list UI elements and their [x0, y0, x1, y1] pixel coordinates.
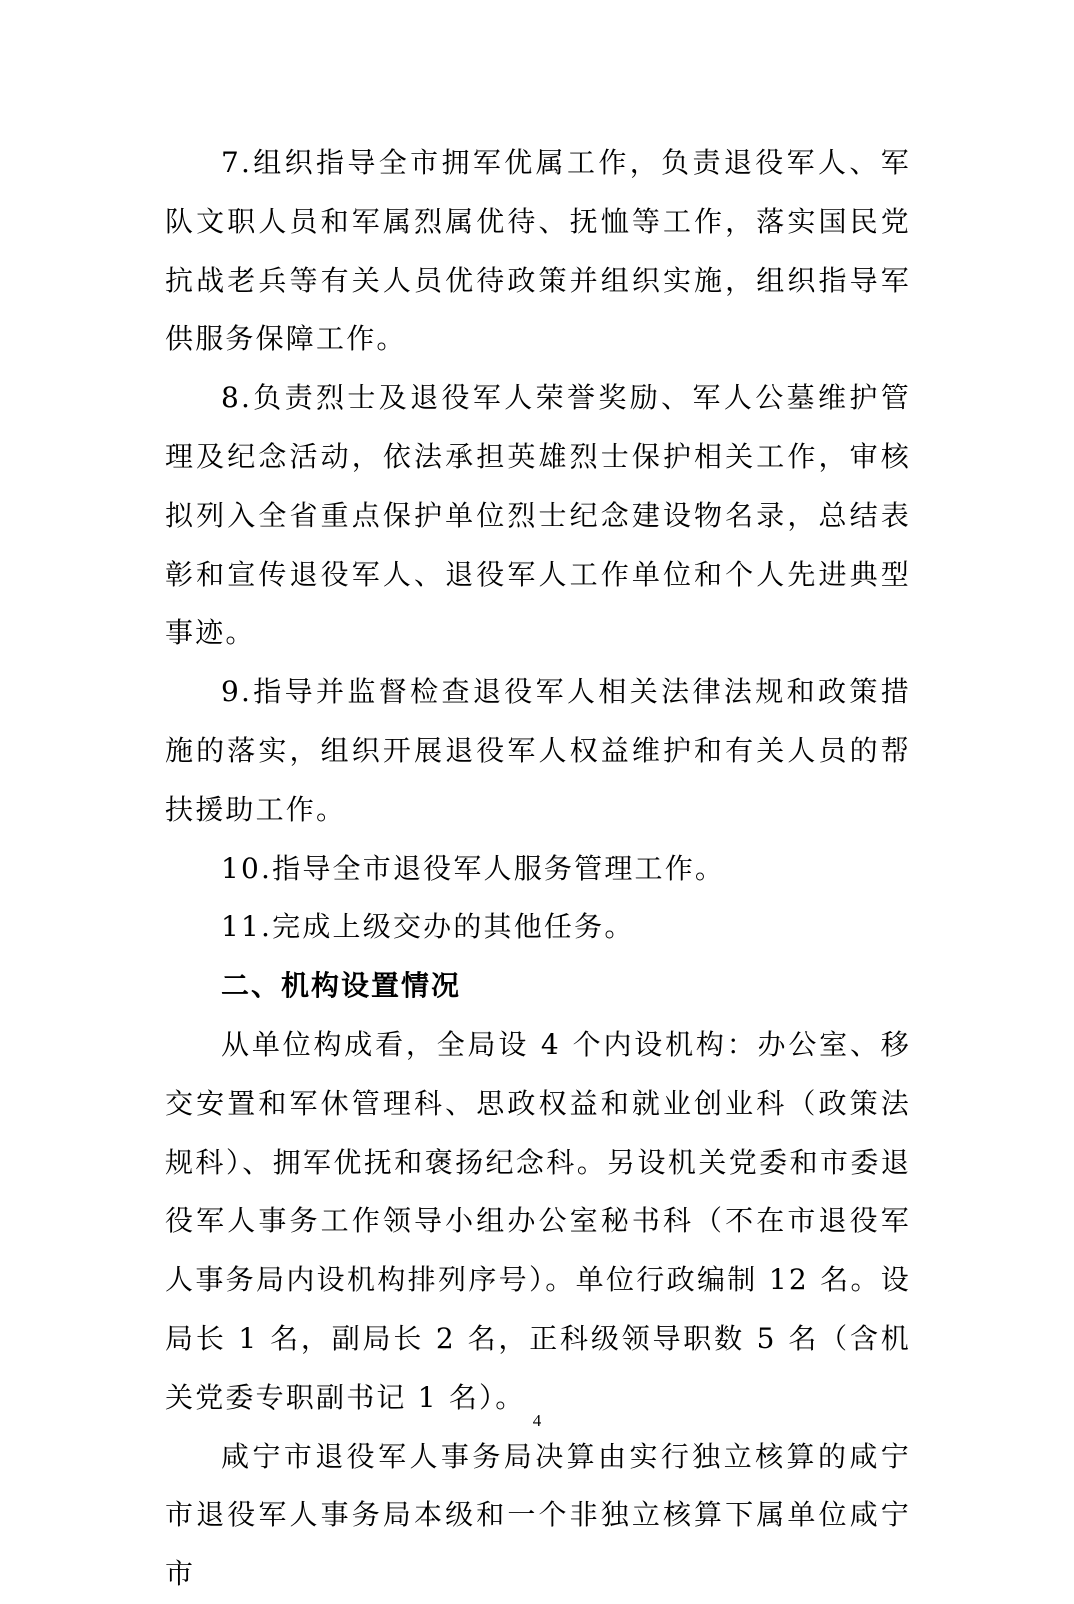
- paragraph-item-11: 11.完成上级交办的其他任务。: [221, 910, 635, 944]
- paragraph-item-9: 9.指导并监督检查退役军人相关法律法规和政策措施的落实，组织开展退役军人权益维护和有关人员的帮扶援助工作。: [165, 675, 911, 826]
- section-heading: 二、机构设置情况: [221, 969, 462, 1003]
- paragraph-item-10: 10.指导全市退役军人服务管理工作。: [221, 851, 726, 885]
- institution-paragraph: 从单位构成看，全局设 4 个内设机构：办公室、移交安置和军休管理科、思政权益和就业创业科（政策法规科）、拥军优抚和褒扬纪念科。另设机关党委和市委退役军人事务工作领导小组办公室秘书科（不在市退役军人事务局内设机构排列序号）。单位行政编制 12 名。设局长 1 名，副局长 2 名，正科级领导职数 5 名（含机关党委专职副书记 1 名）。: [165, 1027, 911, 1414]
- paragraph-item-8: 8.负责烈士及退役军人荣誉奖励、军人公墓维护管理及纪念活动，依法承担英雄烈士保护相关工作，审核拟列入全省重点保护单位烈士纪念建设物名录，总结表彰和宣传退役军人、退役军人工作单位和个人先进典型事迹。: [165, 381, 911, 650]
- paragraph-item-7: 7.组织指导全市拥军优属工作，负责退役军人、军队文职人员和军属烈属优待、抚恤等工作，落实国民党抗战老兵等有关人员优待政策并组织实施，组织指导军供服务保障工作。: [165, 146, 911, 356]
- accounting-paragraph: 咸宁市退役军人事务局决算由实行独立核算的咸宁市退役军人事务局本级和一个非独立核算下属单位咸宁市: [165, 1439, 911, 1591]
- page-body: [165, 134, 911, 1604]
- page-number: 4: [532, 1411, 542, 1430]
